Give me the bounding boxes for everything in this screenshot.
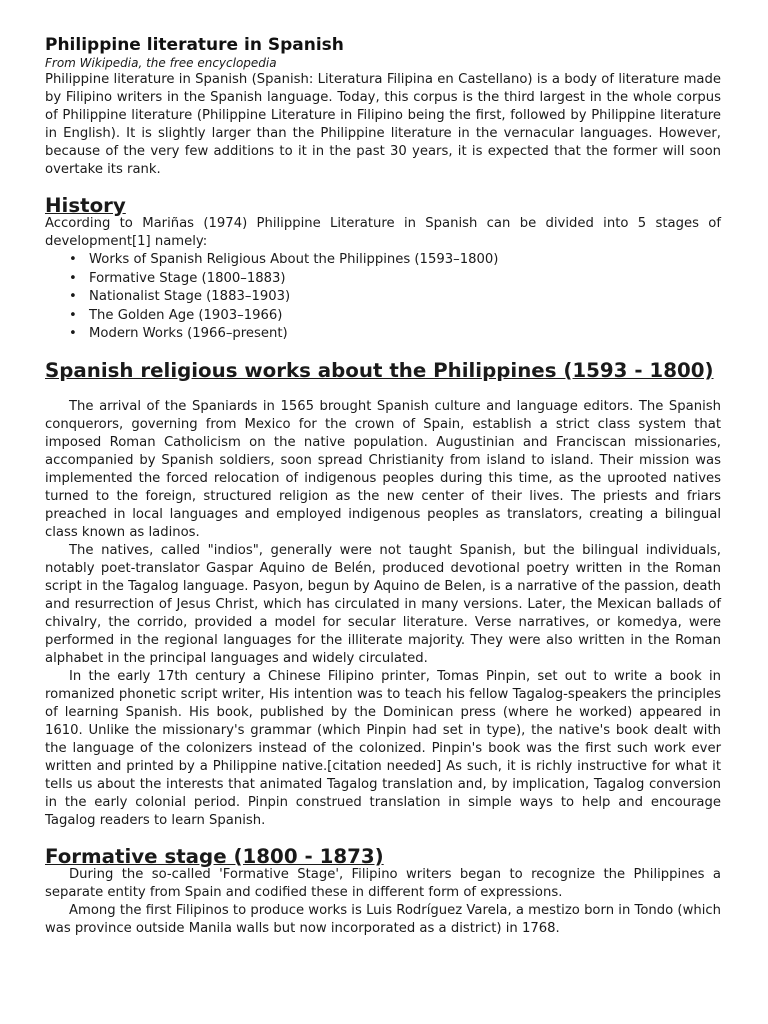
formative-paragraph-2: Among the first Filipinos to produce works is Luis Rodríguez Varela, a mestizo born in Tondo (which was province outside Manila walls but now incorporated as a district) in 1768. xyxy=(45,902,721,936)
history-intro: According to Mariñas (1974) Philippine Literature in Spanish can be divided into 5 stages of development[1] namely: xyxy=(45,216,721,249)
list-item-label: The Golden Age (1903–1966) xyxy=(89,307,283,323)
list-item xyxy=(69,270,721,289)
spacer xyxy=(45,179,721,197)
document-page xyxy=(45,34,721,938)
bullet-icon: • xyxy=(69,307,77,323)
source-line: From Wikipedia, the free encyclopedia xyxy=(45,56,277,70)
list-item xyxy=(69,307,721,326)
intro-paragraph: Philippine literature in Spanish (Spanish: Literatura Filipina en Castellano) is a body of literature made by Filipino writers in the Spanish language. Today, this corpus is the third largest in the whole corpus of Philippine literature (Philippine Literature in Filipino being the first, followed by Philippine literature in English). It is slightly larger than the Philippine literature in the vernacular languages. However, because of the very few additions to it in the past 30 years, it is expected that the former will soon overtake its rank. xyxy=(45,72,721,177)
formative-stage-heading: Formative stage (1800 - 1873) xyxy=(45,844,384,868)
list-item xyxy=(69,288,721,307)
bullet-icon: • xyxy=(69,289,77,305)
religious-works-heading: Spanish religious works about the Philippines (1593 - 1800) xyxy=(45,358,714,382)
bullet-icon: • xyxy=(69,326,77,342)
bullet-icon: • xyxy=(69,270,77,286)
history-heading: History xyxy=(45,194,126,217)
list-item xyxy=(69,251,721,270)
page-title: Philippine literature in Spanish xyxy=(45,35,344,55)
list-item-label: Formative Stage (1800–1883) xyxy=(89,270,286,286)
list-item-label: Nationalist Stage (1883–1903) xyxy=(89,289,291,305)
formative-paragraph-1: During the so-called 'Formative Stage', Filipino writers began to recognize the Philippines a separate entity from Spain and codified these in different form of expressions. xyxy=(45,866,721,900)
bullet-icon: • xyxy=(69,252,77,267)
religious-paragraph-3: In the early 17th century a Chinese Filipino printer, Tomas Pinpin, set out to write a book in romanized phonetic script writer, His intention was to teach his fellow Tagalog-speakers the principles of learning Spanish. His book, published by the Dominican press (where he worked) appeared in 1610. Unlike the missionary's grammar (which Pinpin had set in type), the native's book dealt with the language of the colonizers instead of the colonized. Pinpin's book was the first such work ever written and printed by a Philippine native.[citation needed] As such, it is richly instructive for what it tells us about the interests that animated Tagalog translation and, by implication, Tagalog conversion in the early colonial period. Pinpin construed translation in simple ways to help and encourage Tagalog readers to learn Spanish. xyxy=(45,668,721,828)
stages-list xyxy=(45,251,721,344)
religious-paragraph-1: The arrival of the Spaniards in 1565 brought Spanish culture and language editors. The Spanish conquerors, governing from Mexico for the crown of Spain, establish a strict class system that imposed Roman Catholicism on the native population. Augustinian and Franciscan missionaries, accompanied by Spanish soldiers, soon spread Christianity from island to island. Their mission was implemented the forced relocation of indigenous peoples during this time, as the uprooted natives turned to the foreign, structured religion as the new center of their lives. The priests and friars preached in local languages and employed indigenous peoples as translators, creating a bilingual class known as ladinos. xyxy=(45,398,721,540)
religious-paragraph-2: The natives, called "indios", generally were not taught Spanish, but the bilingual individuals, notably poet-translator Gaspar Aquino de Belén, produced devotional poetry written in the Roman script in the Tagalog language. Pasyon, begun by Aquino de Belen, is a narrative of the passion, death and resurrection of Jesus Christ, which has circulated in many versions. Later, the Mexican ballads of chivalry, the corrido, provided a model for secular literature. Verse narratives, or komedya, were performed in the regional languages for the illiterate majority. They were also written in the Roman alphabet in the principal languages and widely circulated. xyxy=(45,542,721,666)
list-item-label: Works of Spanish Religious About the Philippines (1593–1800) xyxy=(89,252,499,267)
list-item xyxy=(69,325,721,344)
spacer xyxy=(45,380,721,398)
list-item-label: Modern Works (1966–present) xyxy=(89,326,288,342)
